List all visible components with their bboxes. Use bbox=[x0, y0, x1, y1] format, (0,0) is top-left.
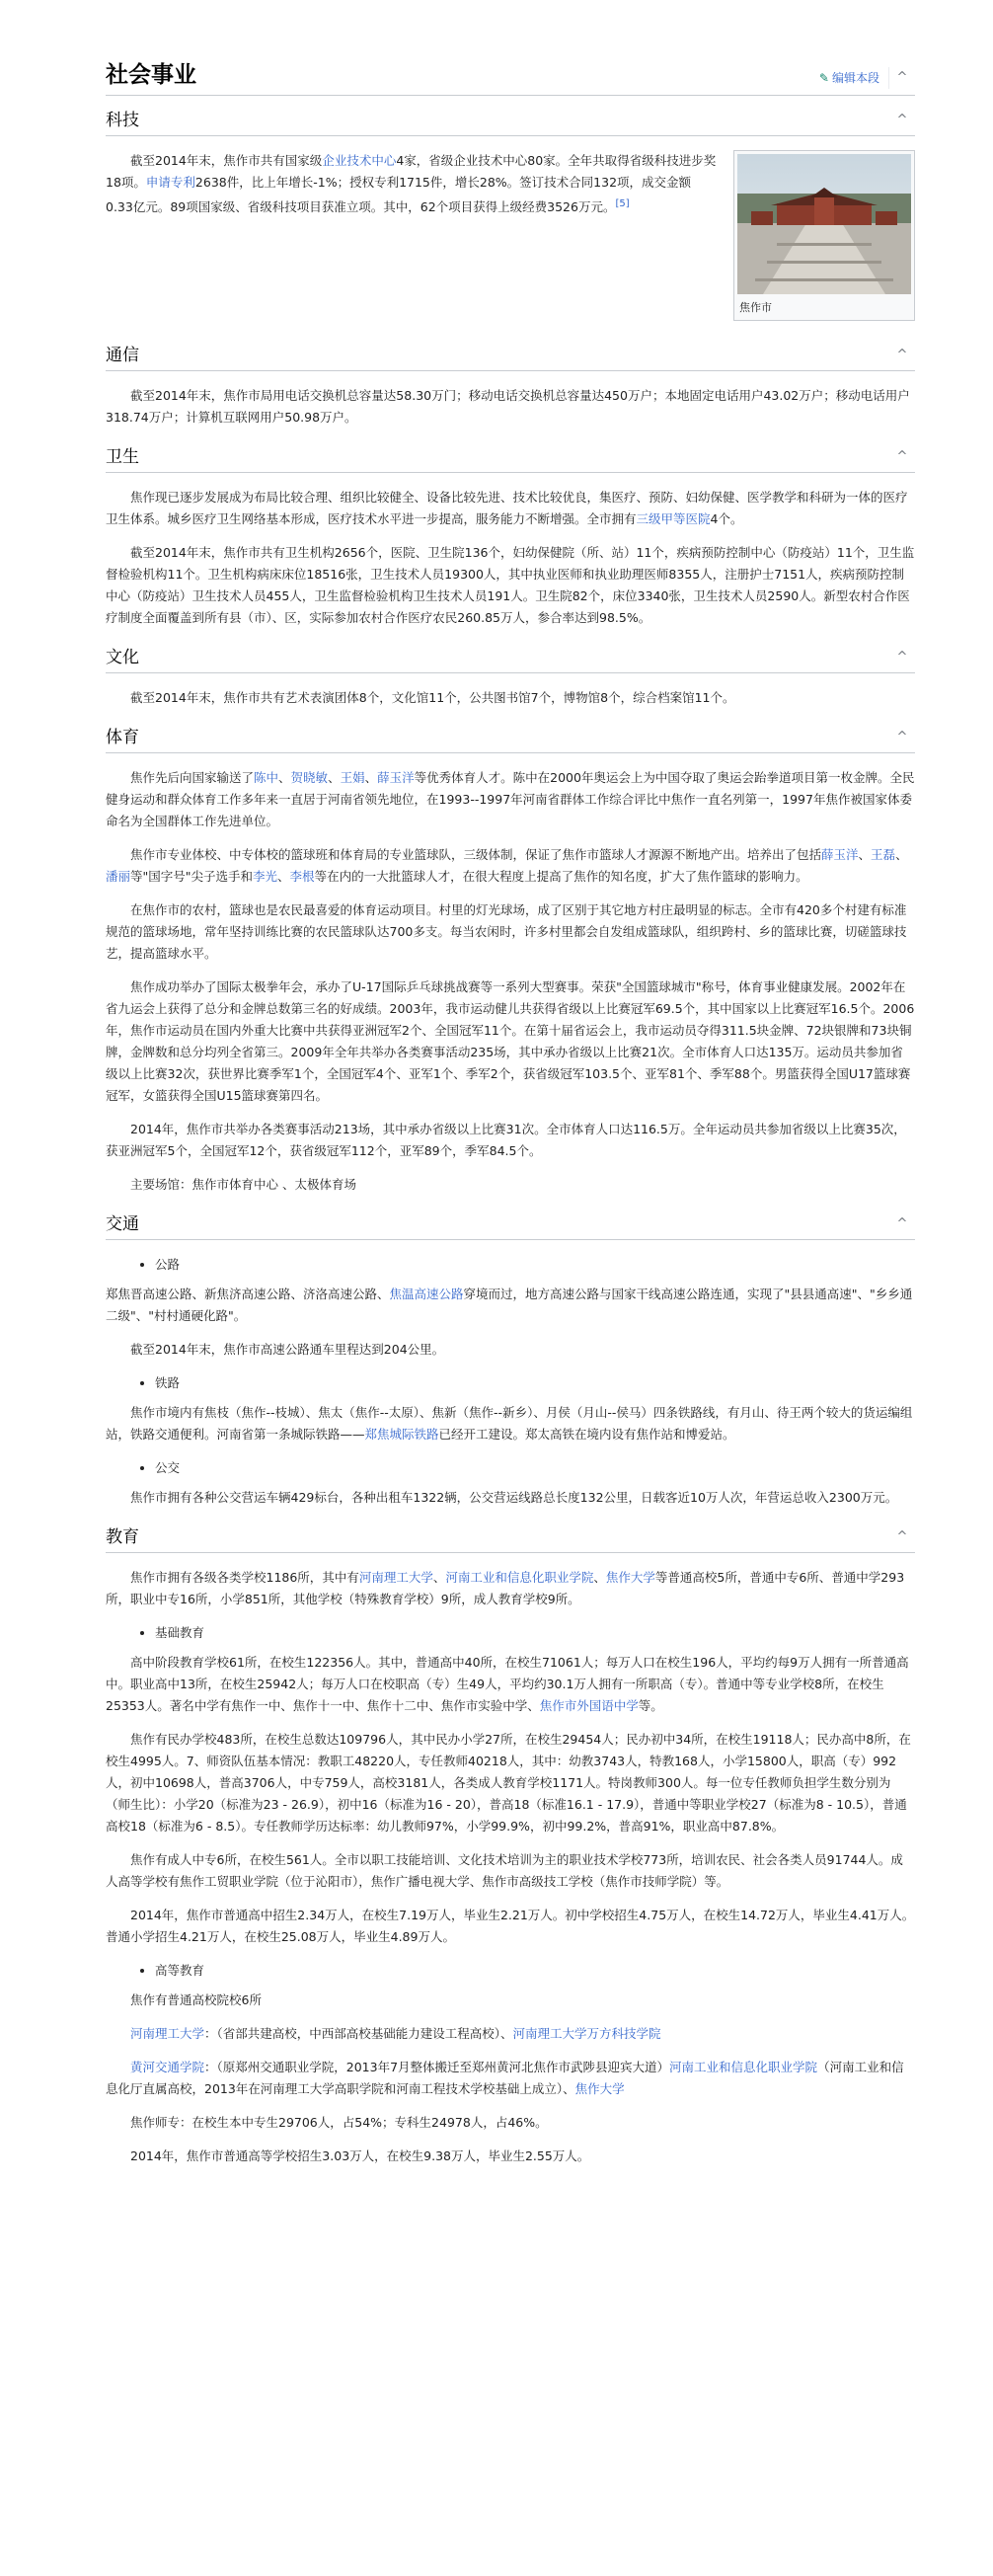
collapse-toggle-icon[interactable]: ^ bbox=[896, 1529, 908, 1544]
link-henan-gongye-xinxihua[interactable]: 河南工业和信息化职业学院 bbox=[445, 1570, 594, 1585]
paragraph: 焦作有成人中专6所，在校生561人。全市以职工技能培训、文化技术培训为主的职业技术学校773所，培训农民、社会各类人员91744人。成人高等学校有焦作工贸职业学院（位于沁阳市），焦作广播电视大学、焦作市高级技工学校（焦作市技师学院）等。 bbox=[106, 1852, 903, 1889]
text: 、 bbox=[278, 770, 291, 785]
text: 焦作市拥有各级各类学校1186所，其中有 bbox=[130, 1570, 359, 1585]
section-title: 社会事业 bbox=[106, 61, 196, 88]
text: 焦作市专业体校、中专体校的篮球班和体育局的专业篮球队，三级体制，保证了焦作市篮球人才源源不断地产出。培养出了包括 bbox=[130, 847, 822, 862]
text: 等优秀体育人才。陈中在2000年奥运会上为中国夺取了奥运会跆拳道项目第一枚金牌。全民健身运动和群众体育工作多年来一直居于河南省领先地位，在1993--1997年河南省群体工作综合评比中焦作一直名列第一，1997年焦作被国家体委命名为全国群体工作先进单位。 bbox=[106, 770, 915, 828]
text: 等普通高校5所，普通中专6所、普通中学293所，职业中专16所，小学851所，其他学校（特殊教育学校）9所，成人教育学校9所。 bbox=[106, 1570, 905, 1606]
subsection-title: 通信 bbox=[106, 346, 139, 365]
text: 焦作现已逐步发展成为布局比较合理、组织比较健全、设备比较先进、技术比较优良，集医疗、预防、妇幼保健、医学教学和科研为一体的医疗卫生体系。城乡医疗卫生网络基本形成，医疗技术水平进一步提高，服务能力不断增强。全市拥有 bbox=[106, 490, 908, 526]
figure-caption: 焦作市 bbox=[739, 301, 772, 314]
link-henan-ligong-daxue[interactable]: 河南理工大学 bbox=[130, 2026, 205, 2041]
text: 、 bbox=[277, 869, 290, 884]
paragraph bbox=[106, 1567, 915, 1610]
text: 已经开工建设。郑太高铁在境内设有焦作站和博爱站。 bbox=[438, 1427, 735, 1442]
collapse-toggle-icon[interactable]: ^ bbox=[896, 1216, 908, 1231]
link-liguang[interactable]: 李光 bbox=[253, 869, 278, 884]
paragraph bbox=[106, 1284, 915, 1327]
paragraph: 2014年，焦作市共举办各类赛事活动213场，其中承办省级以上比赛31次。全市体育人口达116.5万。全年运动员共参加省级以上比赛35次，获亚洲冠军5个，全国冠军12个，获省级冠军112个，亚军89个，季军84.5个。 bbox=[106, 1122, 906, 1158]
paragraph: 主要场馆：焦作市体育中心 、太极体育场 bbox=[130, 1177, 356, 1192]
list-item: • 公路 bbox=[155, 1254, 915, 1276]
link-chenzhong[interactable]: 陈中 bbox=[254, 770, 279, 785]
text: 、 bbox=[364, 770, 378, 785]
link-shenqing-zhuanli[interactable]: 申请专利 bbox=[145, 175, 195, 190]
text: 4家，省级企业技术中心80家。全年共取得省级科技进步奖18项。 bbox=[106, 153, 717, 190]
bullet-list bbox=[135, 1622, 915, 1644]
subsection-title: 体育 bbox=[106, 728, 139, 747]
text: 、 bbox=[593, 1570, 606, 1585]
edit-section-button[interactable] bbox=[819, 69, 879, 86]
paragraph: 2014年，焦作市普通高等学校招生3.03万人，在校生9.38万人，毕业生2.55万人。 bbox=[130, 2148, 590, 2163]
paragraph: 焦作市拥有各种公交营运车辆429标台，各种出租车1322辆，公交营运线路总长度132公里，日载客近10万人次，年营运总收入2300万元。 bbox=[130, 1490, 898, 1505]
bullet-list bbox=[135, 1960, 915, 1982]
text: 等。 bbox=[638, 1698, 663, 1713]
text: 、 bbox=[895, 847, 908, 862]
link-xueyuyang[interactable]: 薛玉洋 bbox=[377, 770, 415, 785]
paragraph: 截至2014年末，焦作市共有艺术表演团体8个，文化馆11个，公共图书馆7个，博物馆8个，综合档案馆11个。 bbox=[130, 690, 735, 705]
pencil-icon: ✎ bbox=[818, 71, 829, 85]
subsection-title: 教育 bbox=[106, 1527, 139, 1547]
link-panli[interactable]: 潘丽 bbox=[106, 869, 131, 884]
subsection-heading-wenhua bbox=[106, 641, 915, 673]
link-jiaowen-gaosu[interactable]: 焦温高速公路 bbox=[389, 1287, 464, 1301]
link-ligen[interactable]: 李根 bbox=[289, 869, 315, 884]
link-zhengjiao-chengji-tielu[interactable]: 郑焦城际铁路 bbox=[364, 1427, 439, 1442]
subsection-heading-jiaoyu bbox=[106, 1521, 915, 1553]
subsection-title: 卫生 bbox=[106, 447, 139, 467]
bullet-list bbox=[135, 1457, 915, 1479]
text: 郑焦晋高速公路、新焦济高速公路、济洛高速公路、 bbox=[106, 1287, 390, 1301]
subsection-heading-tiyu bbox=[106, 721, 915, 753]
text: 穿境而过，地方高速公路与国家干线高速公路连通，实现了"县县通高速"、"乡乡通二级"、"村村通硬化路"。 bbox=[106, 1287, 913, 1323]
bullet-list bbox=[135, 1372, 915, 1394]
text: 等在内的一大批篮球人才，在很大程度上提高了焦作的知名度，扩大了焦作篮球的影响力。 bbox=[314, 869, 808, 884]
link-wanfang-keji-xueyuan[interactable]: 河南理工大学万方科技学院 bbox=[512, 2026, 661, 2041]
link-xueyuyang[interactable]: 薛玉洋 bbox=[821, 847, 859, 862]
text: 高中阶段教育学校61所，在校生122356人。其中，普通高中40所，在校生71061人；每万人口在校生196人，平均约每9万人拥有一所普通高中。职业高中13所，在校生25942人；每万人口在校职高（专）生49人，平均约30.1万人拥有一所职高（专）。普通中等专业学校8所，在校生25353人。著名中学有焦作一中、焦作十一中、焦作十二中、焦作市实验中学、 bbox=[106, 1655, 909, 1713]
link-hexiaomin[interactable]: 贺晓敏 bbox=[290, 770, 329, 785]
text: ：（原郑州交通职业学院，2013年7月整体搬迁至郑州黄河北焦作市武陟县迎宾大道） bbox=[204, 2060, 670, 2074]
paragraph: 2014年，焦作市普通高中招生2.34万人，在校生7.19万人，毕业生2.21万人。初中学校招生4.75万人，在校生14.72万人，毕业生4.41万人。普通小学招生4.21万人，在校生25.08万人，毕业生4.89万人。 bbox=[106, 1908, 915, 1944]
section-heading bbox=[106, 51, 915, 96]
link-qiye-jishu-zhongxin[interactable]: 企业技术中心 bbox=[322, 153, 397, 168]
paragraph: 焦作有民办学校483所，在校生总数达109796人，其中民办小学27所，在校生29454人；民办初中34所，在校生19118人；民办高中8所，在校生4995人。7、师资队伍基本情况：教职工48220人，专任教师40218人，其中：幼教3743人，特教168人，小学15800人，职高（专）992人，初中10698人，普高3706人，中专759人，高校3181人，各类成人教育学校1171人。特岗教师300人。每一位专任教师负担学生数分别为（师生比）：小学20（标准为23 - 26.9），初中16（标准为16 - 20），普高18（标准16.1 - 17.9），普通中等职业学校27（标准为8 - 10.5），普通高校18（标准为6 - 8.5）。专任教师学历达标率：幼儿教师97%，小学99.9%，初中99.2%，普高91%，职业高中87.8%。 bbox=[106, 1732, 911, 1834]
text: 、 bbox=[432, 1570, 446, 1585]
article bbox=[106, 0, 915, 2179]
subsection-title: 交通 bbox=[106, 1214, 139, 1234]
text: 等"国字号"尖子选手和 bbox=[130, 869, 254, 884]
paragraph bbox=[106, 844, 915, 888]
subsection-heading-tongxin bbox=[106, 339, 915, 371]
text: 焦作先后向国家输送了 bbox=[130, 770, 255, 785]
paragraph bbox=[106, 1402, 915, 1445]
text: 4个。 bbox=[710, 511, 743, 526]
paragraph: 焦作成功举办了国际太极拳年会，承办了U-17国际乒乓球挑战赛等一系列大型赛事。荣获"全国篮球城市"称号，体育事业健康发展。2002年在省九运会上获得了总分和金牌总数第三名的好成绩。2003年，我市运动健儿共获得省级以上比赛冠军69.5个，其中国家以上比赛冠军16.5个。2006年，焦作市运动员在国内外重大比赛中共获得亚洲冠军2个、全国冠军11个。在第十届省运会上，我市运动员夺得311.5块金牌、72块银牌和73块铜牌，金牌数和总分均列全省第三。2009年全年共举办各类赛事活动235场，其中承办省级以上比赛21次。全市体育人口达135万。运动员共参加省级以上比赛32次，获世界比赛季军1个，全国冠军4个、亚军1个、季军2个，获省级冠军103.5个、亚军81个、季军88个。男篮获得全国U17篮球赛冠军，女篮获得全国U15篮球赛第四名。 bbox=[106, 979, 915, 1103]
link-henan-gongye-xinxihua[interactable]: 河南工业和信息化职业学院 bbox=[669, 2060, 818, 2074]
edit-label: 编辑本段 bbox=[831, 71, 879, 85]
city-photo-illustration bbox=[737, 154, 911, 294]
reference-link[interactable]: [5] bbox=[615, 198, 630, 209]
paragraph bbox=[106, 2057, 915, 2100]
paragraph: 焦作师专：在校生本中专生29706人，占54%；专科生24978人，占46%。 bbox=[130, 2115, 548, 2130]
collapse-toggle-icon[interactable]: ^ bbox=[896, 730, 908, 744]
collapse-toggle-icon[interactable]: ^ bbox=[896, 650, 908, 664]
subsection-title: 科技 bbox=[106, 111, 139, 130]
city-photo[interactable] bbox=[737, 154, 911, 294]
link-waiguoyu-zhongxue[interactable]: 焦作市外国语中学 bbox=[539, 1698, 639, 1713]
link-sanji-jiadeng-yiyuan[interactable]: 三级甲等医院 bbox=[636, 511, 711, 526]
link-jiaozuo-daxue[interactable]: 焦作大学 bbox=[605, 1570, 655, 1585]
text: ：（省部共建高校，中西部高校基础能力建设工程高校）、 bbox=[204, 2026, 513, 2041]
bullet-list bbox=[135, 1254, 915, 1276]
link-wangjuan[interactable]: 王娟 bbox=[340, 770, 365, 785]
collapse-toggle-icon[interactable]: ^ bbox=[896, 113, 908, 127]
collapse-toggle-icon[interactable]: ^ bbox=[888, 67, 915, 89]
link-jiaozuo-daxue[interactable]: 焦作大学 bbox=[574, 2081, 625, 2096]
text: 截至2014年末，焦作市共有国家级 bbox=[130, 153, 323, 168]
paragraph: 截至2014年末，焦作市共有卫生机构2656个，医院、卫生院136个，妇幼保健院（所、站）11个，疾病预防控制中心（防疫站）11个，卫生监督检验机构11个。卫生机构病床床位18516张，卫生技术人员19300人，其中执业医师和执业助理医师8355人，注册护士7151人，疾病预防控制中心（防疫站）卫生技术人员455人，卫生监督检验机构卫生技术人员191人。卫生院82个，床位3340张，卫生技术人员2590人。新型农村合作医疗制度全面覆盖到所有县（市）、区，实际参加农村合作医疗农民260.85万人，参合率达到98.5%。 bbox=[106, 545, 915, 625]
paragraph: 焦作有普通高校院校6所 bbox=[130, 1992, 262, 2007]
paragraph bbox=[106, 2023, 915, 2045]
subsection-title: 文化 bbox=[106, 648, 139, 667]
collapse-toggle-icon[interactable]: ^ bbox=[896, 449, 908, 464]
subsection-heading-keji bbox=[106, 104, 915, 136]
link-henan-ligong-daxue[interactable]: 河南理工大学 bbox=[358, 1570, 433, 1585]
paragraph bbox=[106, 487, 915, 530]
paragraph: 截至2014年末，焦作市局用电话交换机总容量达58.30万门；移动电话交换机总容量达450万户；本地固定电话用户43.02万户；移动电话用户318.74万户；计算机互联网用户50.98万户。 bbox=[106, 388, 910, 425]
paragraph bbox=[106, 1652, 915, 1717]
text: 2638件，比上年增长-1%；授权专利1715件，增长28%。签订技术合同132项，成交金额0.33亿元。89项国家级、省级科技项目获准立项。其中，62个项目获得上级经费3526万元。 bbox=[106, 175, 692, 215]
paragraph: 在焦作市的农村，篮球也是农民最喜爱的体育运动项目。村里的灯光球场，成了区别于其它地方村庄最明显的标志。全市有420多个村建有标准规范的篮球场地，常年坚持训练比赛的农民篮球队达700多支。每当农闲时，许多村里都会自发组成篮球队，组织跨村、乡的篮球比赛，切磋篮球技艺，提高篮球水平。 bbox=[106, 902, 907, 961]
text: 、 bbox=[328, 770, 341, 785]
text: （河南工业和信息化厅直属高校，2013年在河南理工大学高职学院和河南工程技术学校基础上成立）、 bbox=[106, 2060, 904, 2096]
city-figure[interactable] bbox=[733, 150, 915, 321]
link-wanglei[interactable]: 王磊 bbox=[871, 847, 896, 862]
text: 焦作市境内有焦枝（焦作--枝城）、焦太（焦作--太原）、焦新（焦作--新乡）、月侯（月山--侯马）四条铁路线，有月山、待王两个较大的货运编组站，铁路交通便利。河南省第一条城际铁路—— bbox=[106, 1405, 913, 1442]
list-item: • 铁路 bbox=[155, 1372, 915, 1394]
paragraph bbox=[106, 767, 915, 832]
paragraph: 截至2014年末，焦作市高速公路通车里程达到204公里。 bbox=[130, 1342, 445, 1357]
subsection-heading-weisheng bbox=[106, 440, 915, 473]
collapse-toggle-icon[interactable]: ^ bbox=[896, 348, 908, 362]
subsection-heading-jiaotong bbox=[106, 1208, 915, 1240]
list-item: • 公交 bbox=[155, 1457, 915, 1479]
text: 、 bbox=[858, 847, 872, 862]
list-item: • 高等教育 bbox=[155, 1960, 915, 1982]
list-item: • 基础教育 bbox=[155, 1622, 915, 1644]
link-huanghe-jiaotong-xueyuan[interactable]: 黄河交通学院 bbox=[130, 2060, 205, 2074]
